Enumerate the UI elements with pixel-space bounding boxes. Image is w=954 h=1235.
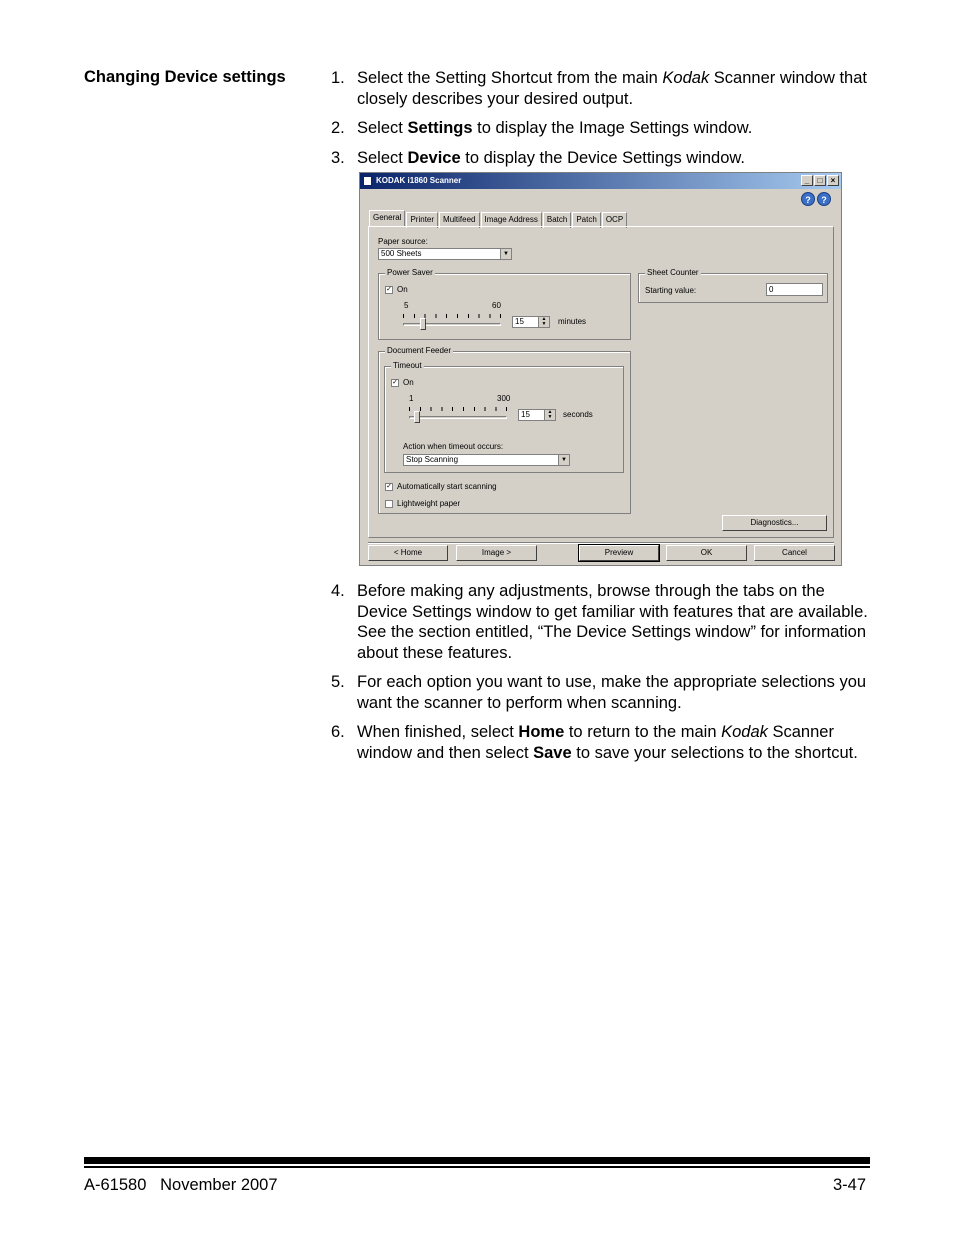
app-icon bbox=[363, 176, 372, 186]
slider-thumb[interactable] bbox=[414, 411, 420, 423]
timeout-action-select[interactable] bbox=[403, 454, 570, 466]
step-number: 6. bbox=[331, 723, 345, 741]
timeout-unit: seconds bbox=[563, 410, 593, 419]
tab-multifeed[interactable]: Multifeed bbox=[439, 212, 479, 228]
step-text: Scanner window and then select bbox=[357, 723, 834, 762]
step-text: Kodak bbox=[662, 69, 710, 87]
timeout-max-label: 300 bbox=[497, 394, 511, 403]
step-text: to save your selections to the shortcut. bbox=[571, 743, 858, 762]
slider-track bbox=[409, 416, 507, 419]
step-number: 4. bbox=[331, 582, 345, 600]
steps-list-bottom bbox=[331, 581, 876, 772]
window-title: KODAK i1860 Scanner bbox=[376, 176, 462, 185]
sheet-counter-label: Sheet Counter bbox=[647, 268, 699, 277]
step-number: 5. bbox=[331, 673, 345, 691]
steps-list-top bbox=[331, 68, 876, 177]
slider-ticks bbox=[409, 407, 507, 411]
section-heading: Changing Device settings bbox=[84, 68, 286, 86]
window-titlebar bbox=[360, 173, 841, 189]
step-item bbox=[331, 118, 876, 139]
cancel-button[interactable]: Cancel bbox=[754, 545, 835, 561]
power-saver-on-checkbox[interactable] bbox=[385, 285, 408, 294]
step-text: to display the Image Settings window. bbox=[472, 119, 753, 137]
slider-track bbox=[403, 323, 501, 326]
paper-source-select[interactable] bbox=[378, 248, 512, 260]
footer-rule-thick bbox=[84, 1157, 870, 1164]
ok-button[interactable]: OK bbox=[666, 545, 747, 561]
step-number: 2. bbox=[331, 119, 345, 137]
document-feeder-label: Document Feeder bbox=[387, 346, 452, 355]
tab-general[interactable]: General bbox=[369, 210, 405, 226]
paper-source-value: 500 Sheets bbox=[381, 249, 422, 258]
minimize-button[interactable]: _ bbox=[801, 175, 813, 186]
step-text: When finished, select bbox=[357, 723, 519, 741]
close-button[interactable]: × bbox=[827, 175, 839, 186]
tab-printer[interactable]: Printer bbox=[406, 212, 438, 228]
footer-page-number: 3-47 bbox=[832, 1176, 866, 1194]
spinner-arrows-icon[interactable]: ▲ ▼ bbox=[538, 317, 549, 327]
timeout-group bbox=[384, 361, 624, 473]
slider-thumb[interactable] bbox=[420, 318, 426, 330]
checkbox-box: ✓ bbox=[386, 482, 392, 490]
step-text: Kodak bbox=[721, 723, 768, 741]
checkbox-box: ✓ bbox=[392, 378, 398, 386]
step-text: Select bbox=[357, 119, 408, 137]
general-tab-panel bbox=[368, 226, 834, 538]
power-saver-max-label: 60 bbox=[492, 301, 501, 310]
device-settings-window bbox=[359, 172, 842, 566]
preview-button[interactable]: Preview bbox=[579, 545, 659, 561]
step-text: Scanner window that closely describes your desired output. bbox=[357, 69, 867, 108]
power-saver-minutes-spinner[interactable] bbox=[512, 316, 550, 328]
tab-batch[interactable]: Batch bbox=[543, 212, 571, 228]
timeout-on-checkbox[interactable] bbox=[391, 378, 414, 387]
auto-start-label: Automatically start scanning bbox=[397, 482, 497, 491]
footer-doc-id: A-61580 November 2007 bbox=[84, 1176, 278, 1194]
timeout-seconds-spinner[interactable] bbox=[518, 409, 556, 421]
step-text: to display the Device Settings window. bbox=[460, 148, 745, 167]
paper-source-label: Paper source: bbox=[378, 237, 428, 246]
step-item bbox=[331, 148, 876, 169]
power-saver-on-label: On bbox=[397, 285, 408, 294]
auto-start-checkbox[interactable] bbox=[385, 482, 497, 491]
starting-value-label: Starting value: bbox=[645, 286, 697, 295]
footer-rule-thin bbox=[84, 1166, 870, 1168]
step-text: Home bbox=[518, 723, 565, 741]
step-item bbox=[331, 722, 876, 763]
starting-value-input[interactable] bbox=[766, 283, 823, 296]
lightweight-paper-checkbox[interactable] bbox=[385, 499, 460, 508]
chevron-down-icon: ▼ bbox=[558, 455, 569, 465]
step-text: Select the Setting Shortcut from the main bbox=[357, 69, 663, 87]
timeout-label: Timeout bbox=[393, 361, 422, 370]
timeout-min-label: 1 bbox=[409, 394, 414, 403]
step-text: Settings bbox=[407, 119, 473, 137]
power-saver-min-label: 5 bbox=[404, 301, 409, 310]
step-text: Save bbox=[533, 743, 572, 762]
image-button[interactable]: Image > bbox=[456, 545, 537, 561]
diagnostics-button[interactable]: Diagnostics... bbox=[722, 515, 827, 531]
timeout-action-label: Action when timeout occurs: bbox=[403, 442, 504, 451]
timeout-action-value: Stop Scanning bbox=[406, 455, 459, 464]
step-number: 3. bbox=[331, 148, 345, 167]
step-item bbox=[331, 581, 876, 663]
step-text: For each option you want to use, make the appropriate selections you want the scanner to perform when scanning. bbox=[357, 673, 867, 712]
timeout-slider[interactable] bbox=[409, 407, 507, 425]
chevron-down-icon: ▼ bbox=[500, 249, 511, 259]
help-icon[interactable]: ? bbox=[817, 192, 831, 206]
step-text: Before making any adjustments, browse through the tabs on the Device Settings window to get familiar with features that are available. See the section entitled, “The Device Settings window” for information about these features. bbox=[357, 582, 868, 662]
slider-ticks bbox=[403, 314, 501, 318]
home-button[interactable]: < Home bbox=[368, 545, 448, 561]
tab-ocp[interactable]: OCP bbox=[602, 212, 627, 228]
tab-image-address[interactable]: Image Address bbox=[481, 212, 542, 228]
power-saver-label: Power Saver bbox=[387, 268, 433, 277]
checkbox-box: ✓ bbox=[386, 285, 392, 293]
step-text: Select bbox=[357, 148, 408, 167]
tab-patch[interactable]: Patch bbox=[572, 212, 600, 228]
context-help-icon[interactable]: ? bbox=[801, 192, 815, 206]
step-number: 1. bbox=[331, 69, 345, 87]
checkbox-box bbox=[385, 500, 393, 508]
sheet-counter-group bbox=[638, 268, 828, 303]
lightweight-paper-label: Lightweight paper bbox=[397, 499, 461, 508]
power-saver-slider[interactable] bbox=[403, 314, 501, 332]
starting-value: 0 bbox=[769, 285, 774, 294]
power-saver-unit: minutes bbox=[558, 317, 587, 326]
document-feeder-group bbox=[378, 346, 631, 514]
timeout-on-label: On bbox=[403, 378, 414, 387]
timeout-value: 15 bbox=[521, 410, 530, 419]
button-separator bbox=[368, 542, 834, 544]
step-item bbox=[331, 672, 876, 713]
maximize-button[interactable]: □ bbox=[814, 175, 826, 186]
spinner-arrows-icon[interactable]: ▲ ▼ bbox=[544, 410, 555, 420]
step-text: to return to the main bbox=[564, 723, 722, 741]
step-item bbox=[331, 68, 876, 109]
step-text: Device bbox=[407, 148, 461, 167]
power-saver-group bbox=[378, 268, 631, 340]
power-saver-value: 15 bbox=[515, 317, 524, 326]
